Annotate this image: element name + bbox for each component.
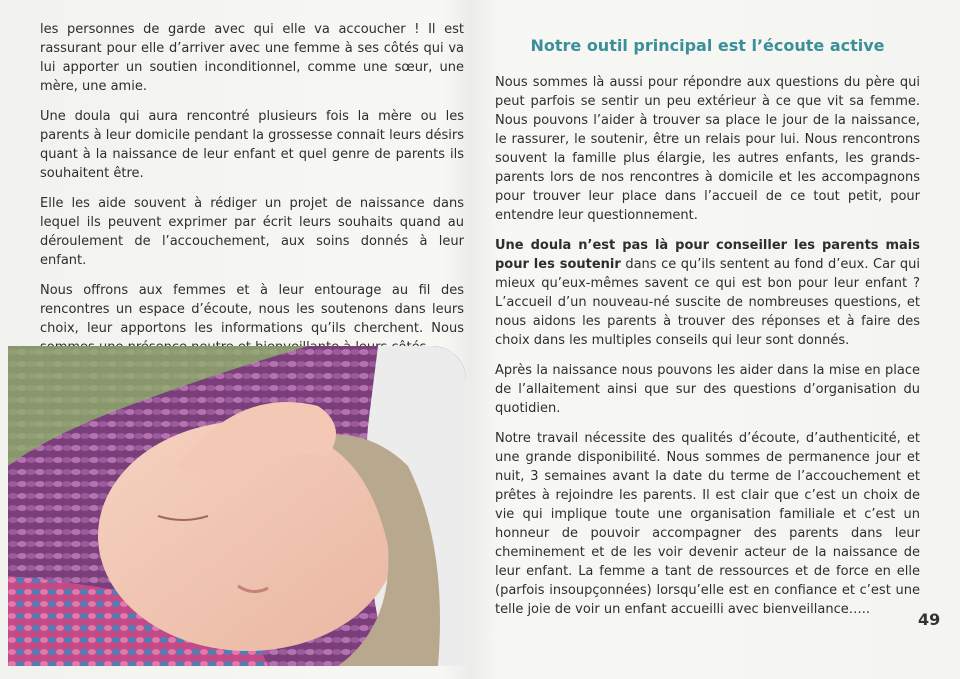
right-paragraph-2-bold: Une doula n’est pas là pour conseiller les parents mais pour les soutenir	[495, 238, 920, 272]
left-paragraph-4: Nous offrons aux femmes et à leur entourage au fil des rencontres un espace d’écoute, nous les soutenons dans leurs choix, leur apportons les informations qu’ils cherchent. Nous	[40, 283, 464, 336]
page-number: 49	[918, 610, 941, 629]
right-paragraph-1: Nous sommes là aussi pour répondre aux questions du père qui peut parfois se sentir un peu extérieur à ce que vit sa femme. Nous pouvons l’aider à trouver sa place le jour de la naissance, le rassurer, le soutenir, être un relais pour lui. Nous rencontrons souvent la famille plus élargie, les autres enfants, les grands-parents lors de nos rencontres à domicile et les accompagnons pour trouver leur place dans l’accueil de ce tout petit, pour entendre leur questionnement.	[495, 75, 920, 223]
right-column	[495, 36, 920, 630]
sleeping-baby-photo	[8, 346, 466, 666]
right-paragraph-4: Notre travail nécessite des qualités d’écoute, d’authenticité, et une grande disponibilité. Nous sommes de permanence jour et nuit, 3 semaines avant la date du terme de l’accouchement et prêtes à rejoindre les parents. Il est clair que c’est un choix de vie qui implique toute une organisation familiale et c’est un honneur de pouvoir accompagner des parents dans leur cheminement et de les voir devenir acteur de la naissance de leur enfant. La femme a tant de ressources et de force en elle (parfois insoupçonnées) lorsqu’elle est en confiance et c’est une telle joie de voir un enfant accueilli avec bienveillance…..	[495, 431, 920, 617]
left-column	[40, 20, 464, 368]
right-paragraph-2-rest: dans ce qu’ils sentent au fond d’eux. Car qui mieux qu’eux-mêmes savent ce qui est bon pour leur enfant ? L’accueil d’un nouveau-né suscite de nombreuses questions, et nous aidons les parents à trouver des réponses et à faire des choix dans les multiples conseils qui leur sont donnés.	[495, 257, 921, 348]
right-paragraph-2	[495, 236, 920, 350]
left-paragraph-1: les personnes de garde avec qui elle va accoucher ! Il est rassurant pour elle d’arriver avec une femme à ses côtés qui va lui apporter un soutien inconditionnel, comme une sœur, une mère, une amie.	[40, 22, 464, 94]
left-paragraph-3: Elle les aide souvent à rédiger un projet de naissance dans lequel ils peuvent exprimer par écrit leurs souhaits quand au déroulement de l’accouchement, aux soins donnés à leur enfant.	[40, 196, 464, 268]
left-paragraph-2: Une doula qui aura rencontré plusieurs fois la mère ou les parents à leur domicile pendant la grossesse connait leurs désirs quant à la naissance de leur enfant et quel genre de parents ils souhaitent être.	[40, 109, 464, 181]
section-heading: Notre outil principal est l’écoute active	[530, 36, 885, 55]
right-paragraph-3: Après la naissance nous pouvons les aider dans la mise en place de l’allaitement ainsi que sur des questions d’organisation du quotidien.	[495, 363, 920, 416]
